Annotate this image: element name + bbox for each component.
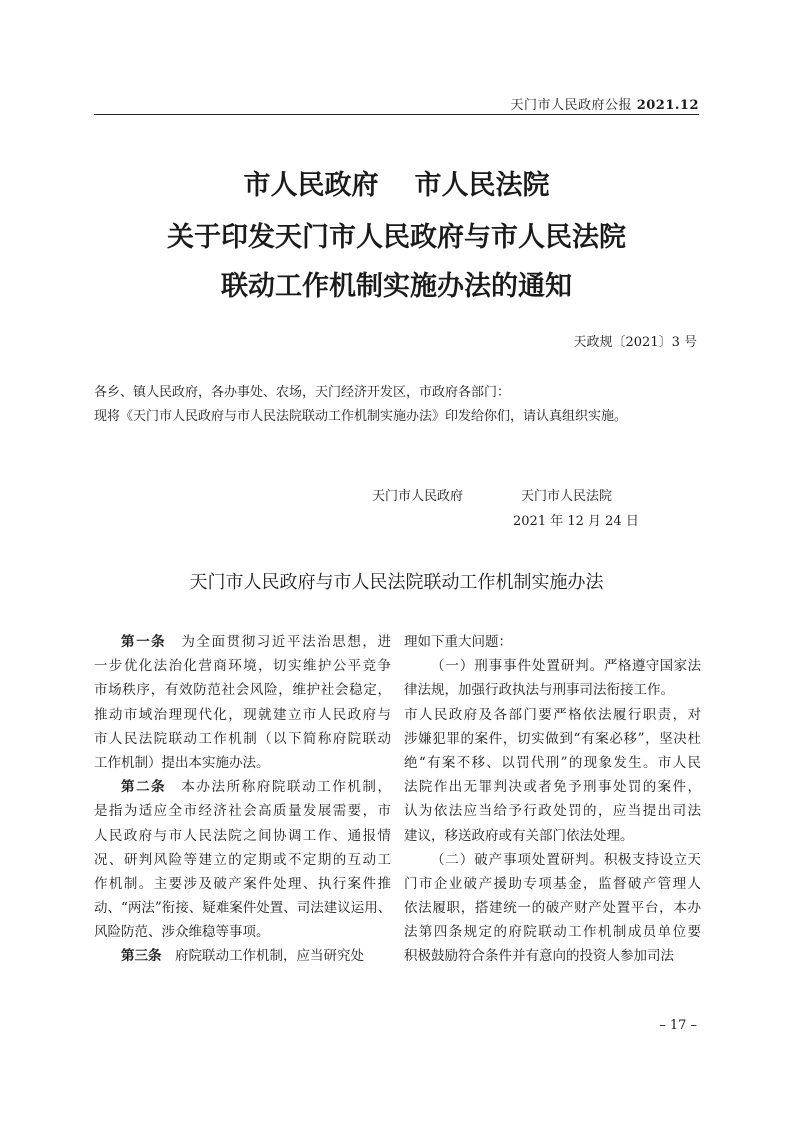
signature-court: 天门市人民法院 xyxy=(521,489,613,504)
line-text: 人民政府与市人民法院之间协调工作、通报情 xyxy=(94,827,391,844)
line-text: 认为依法应当给予行政处罚的，应当提出司法 xyxy=(404,803,701,820)
measures-title: 天门市人民政府与市人民法院联动工作机制实施办法 xyxy=(189,572,604,593)
line-text: 积极支持设立天 xyxy=(604,851,701,868)
notice-text: 现将《天门市人民政府与市人民法院联动工作机制实施办法》印发给你们，请认真组织实施。 xyxy=(94,409,628,424)
section-heading: （一）刑事事件处置研判。 xyxy=(431,658,604,675)
left-column xyxy=(94,630,391,969)
line-text: 律法规，加强行政执法与刑事司法衔接工作。 xyxy=(404,682,674,699)
line-text: 为全面贯彻习近平法治思想，进 xyxy=(181,634,392,650)
text-line xyxy=(404,799,701,823)
text-line xyxy=(404,872,701,896)
text-line xyxy=(94,944,391,968)
text-line xyxy=(94,630,391,654)
line-text: 法院作出无罪判决或者免予刑事处罚的案件， xyxy=(404,779,701,796)
line-text: 工作机制）提出本实施办法。 xyxy=(94,754,270,771)
right-column xyxy=(404,630,701,969)
text-line xyxy=(404,824,701,848)
text-line xyxy=(94,824,391,848)
line-text: 积极鼓励符合条件并有意向的投资人参加司法 xyxy=(404,948,674,965)
text-line xyxy=(94,799,391,823)
line-text: 本办法所称府院联动工作机制， xyxy=(181,779,392,796)
line-text: 依法履职，搭建统一的破产财产处置平台，本办 xyxy=(404,900,701,917)
signature-government: 天门市人民政府 xyxy=(372,489,464,504)
journal-issue: 2021.12 xyxy=(636,98,699,113)
page-number: – 17 – xyxy=(659,1018,697,1033)
notice-body xyxy=(94,381,627,429)
text-line xyxy=(94,775,391,799)
line-text: 作机制。主要涉及破产案件处理、执行案件推 xyxy=(94,875,391,892)
text-line xyxy=(404,727,701,751)
line-text: 建议，移送政府或有关部门依法处理。 xyxy=(404,827,634,844)
line-text: 市人民法院联动工作机制（以下简称府院联动 xyxy=(94,730,391,747)
document-number: 天政规〔2021〕3 号 xyxy=(573,335,697,350)
text-line xyxy=(404,678,701,702)
line-text: 风险防范、涉众维稳等事项。 xyxy=(94,924,270,941)
text-line xyxy=(94,920,391,944)
journal-name: 天门市人民政府公报 xyxy=(510,98,633,113)
text-line xyxy=(404,896,701,920)
text-line xyxy=(404,751,701,775)
line-text: 府院联动工作机制，应当研究处 xyxy=(175,948,364,965)
text-line xyxy=(404,944,701,968)
signature-date: 2021 年 12 月 24 日 xyxy=(513,514,639,529)
addressees: 各乡、镇人民政府，各办事处、农场，天门经济开发区，市政府各部门： xyxy=(94,385,511,400)
title-line-2: 关于印发天门市人民政府与市人民法院 xyxy=(167,222,626,253)
line-text: 理如下重大问题： xyxy=(404,634,512,650)
text-line xyxy=(94,727,391,751)
title-issuer-government: 市人民政府 xyxy=(243,170,379,201)
line-text: 绝“有案不移、以罚代刑”的现象发生。市人民 xyxy=(404,754,701,771)
title-line-3: 联动工作机制实施办法的通知 xyxy=(221,271,572,302)
line-text: 法第四条规定的府院联动工作机制成员单位要 xyxy=(404,924,701,941)
line-text: 涉嫌犯罪的案件，切实做到“有案必移”，坚决杜 xyxy=(404,730,701,747)
text-line xyxy=(94,896,391,920)
text-line xyxy=(94,751,391,775)
line-text: 门市企业破产援助专项基金，监督破产管理人 xyxy=(404,875,701,892)
text-line xyxy=(94,703,391,727)
text-line xyxy=(94,872,391,896)
text-line xyxy=(404,630,701,654)
line-text: 市场秩序，有效防范社会风险，维护社会稳定， xyxy=(94,682,391,699)
text-line xyxy=(404,920,701,944)
line-text: 推动市域治理现代化，现就建立市人民政府与 xyxy=(94,706,391,723)
header-rule xyxy=(94,114,699,115)
line-text: 是指为适应全市经济社会高质量发展需要，市 xyxy=(94,803,391,820)
text-line xyxy=(404,654,701,678)
line-text: 况、研判风险等建立的定期或不定期的互动工 xyxy=(94,851,391,868)
journal-header xyxy=(511,94,699,113)
text-line xyxy=(94,654,391,678)
article-label: 第二条 xyxy=(121,779,182,796)
line-text: 一步优化法治化营商环境，切实维护公平竞争 xyxy=(94,658,391,675)
text-line xyxy=(94,848,391,872)
line-text: 严格遵守国家法 xyxy=(604,658,701,675)
section-heading: （二）破产事项处置研判。 xyxy=(431,851,604,868)
text-line xyxy=(404,848,701,872)
text-line xyxy=(404,775,701,799)
article-label: 第一条 xyxy=(121,634,182,650)
title-line-1 xyxy=(0,172,793,199)
article-label: 第三条 xyxy=(121,948,175,965)
text-line xyxy=(404,703,701,727)
line-text: 市人民政府及各部门要严格依法履行职责，对 xyxy=(404,706,701,723)
line-text: 动、“两法”衔接、疑难案件处置、司法建议运用、 xyxy=(94,900,392,917)
title-issuer-court: 市人民法院 xyxy=(414,170,550,201)
text-line xyxy=(94,678,391,702)
